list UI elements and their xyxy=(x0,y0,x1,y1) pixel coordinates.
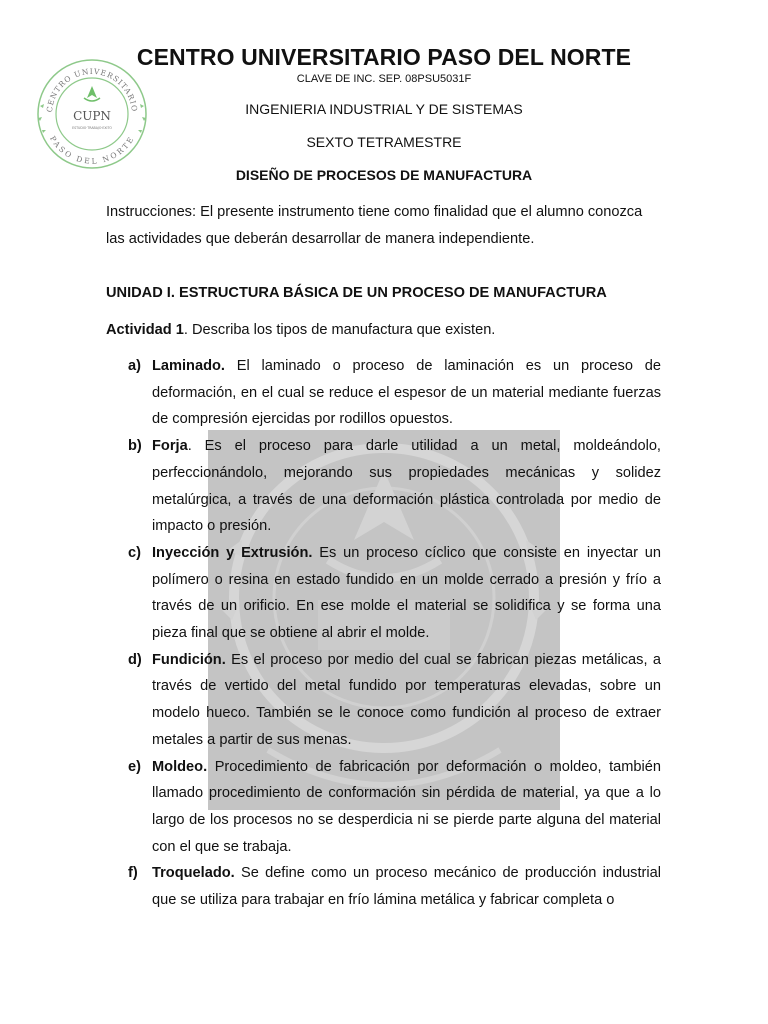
instructions-paragraph: Instrucciones: El presente instrumento tiene como finalidad que el alumno conozca las actividades que deberán desarrollar de manera independiente. xyxy=(106,204,643,247)
activity-text: . Describa los tipos de manufactura que existen. xyxy=(183,322,496,338)
institution-title: CENTRO UNIVERSITARIO PASO DEL NORTE xyxy=(136,44,632,70)
item-description: . Es el proceso para darle utilidad a un metal, moldeándolo, perfeccionándolo, mejorando sus propiedades mecánicas y solidez metalúrgica, a través de una deformación plástica controlada por medio de impacto o presión. xyxy=(152,438,661,535)
list-item xyxy=(106,433,661,540)
manufacturing-types-list xyxy=(106,353,661,914)
list-marker: b) xyxy=(128,438,142,455)
list-marker: a) xyxy=(128,358,141,374)
item-description: Es el proceso por medio del cual se fabrican piezas metálicas, a través de vertido del metal fundido por temperaturas elevadas, sobre un modelo hueco. También se le conoce como fundición al proceso de extraer metales a partir de sus menas. xyxy=(152,651,661,748)
item-description: Se define como un proceso mecánico de producción industrial que se utiliza para trabajar en frío lámina metálica y fabricar completa o xyxy=(152,865,661,909)
seal-acronym: CUPN xyxy=(73,109,111,123)
item-term: Inyección y Extrusión. xyxy=(152,544,313,561)
sep-clave: CLAVE DE INC. SEP. 08PSU5031F xyxy=(296,73,472,85)
list-marker: c) xyxy=(128,544,141,561)
list-item xyxy=(106,860,661,913)
item-term: Laminado. xyxy=(152,358,225,374)
list-item xyxy=(106,754,661,861)
item-term: Forja xyxy=(152,438,188,455)
list-marker: f) xyxy=(128,865,138,882)
seal-motto: ESTUDIO·TRABAJO·EXITO xyxy=(72,126,112,130)
seal-top-text: CENTRO UNIVERSITARIO xyxy=(44,66,140,113)
item-term: Moldeo. xyxy=(152,758,208,775)
program-name: INGENIERIA INDUSTRIAL Y DE SISTEMAS xyxy=(245,101,523,117)
course-title: DISEÑO DE PROCESOS DE MANUFACTURA xyxy=(235,167,533,183)
seal-bottom-text: PASO DEL NORTE xyxy=(48,134,136,166)
activity-label: Actividad 1 xyxy=(106,322,184,338)
unit-heading: UNIDAD I. ESTRUCTURA BÁSICA DE UN PROCESO DE MANUFACTURA xyxy=(106,285,607,301)
period-label: SEXTO TETRAMESTRE xyxy=(306,134,462,150)
list-marker: e) xyxy=(128,758,141,775)
item-description: Es un proceso cíclico que consiste en inyectar un polímero o resina en estado fundido en un molde cerrado a presión y frío a través de un orificio. En ese molde el material se solidifica y se forma una pieza final que se obtiene al abrir el molde. xyxy=(152,544,661,642)
list-item xyxy=(106,647,661,754)
activity-prompt xyxy=(106,317,661,344)
item-term: Troquelado. xyxy=(152,865,235,882)
list-item xyxy=(106,540,661,647)
item-term: Fundición. xyxy=(152,651,226,668)
item-description: Procedimiento de fabricación por deformación o moldeo, también llamado procedimiento de conformación sin pérdida de material, ya que a lo largo de los procesos no se desperdicia ni se pierde parte alguna del material con el que se trabaja. xyxy=(152,758,661,855)
list-marker: d) xyxy=(128,651,142,668)
item-description: El laminado o proceso de laminación es un proceso de deformación, en el cual se reduce el espesor de un material mediante fuerzas de compresión ejercidas por rodillos opuestos. xyxy=(152,358,661,428)
list-item xyxy=(106,353,661,433)
